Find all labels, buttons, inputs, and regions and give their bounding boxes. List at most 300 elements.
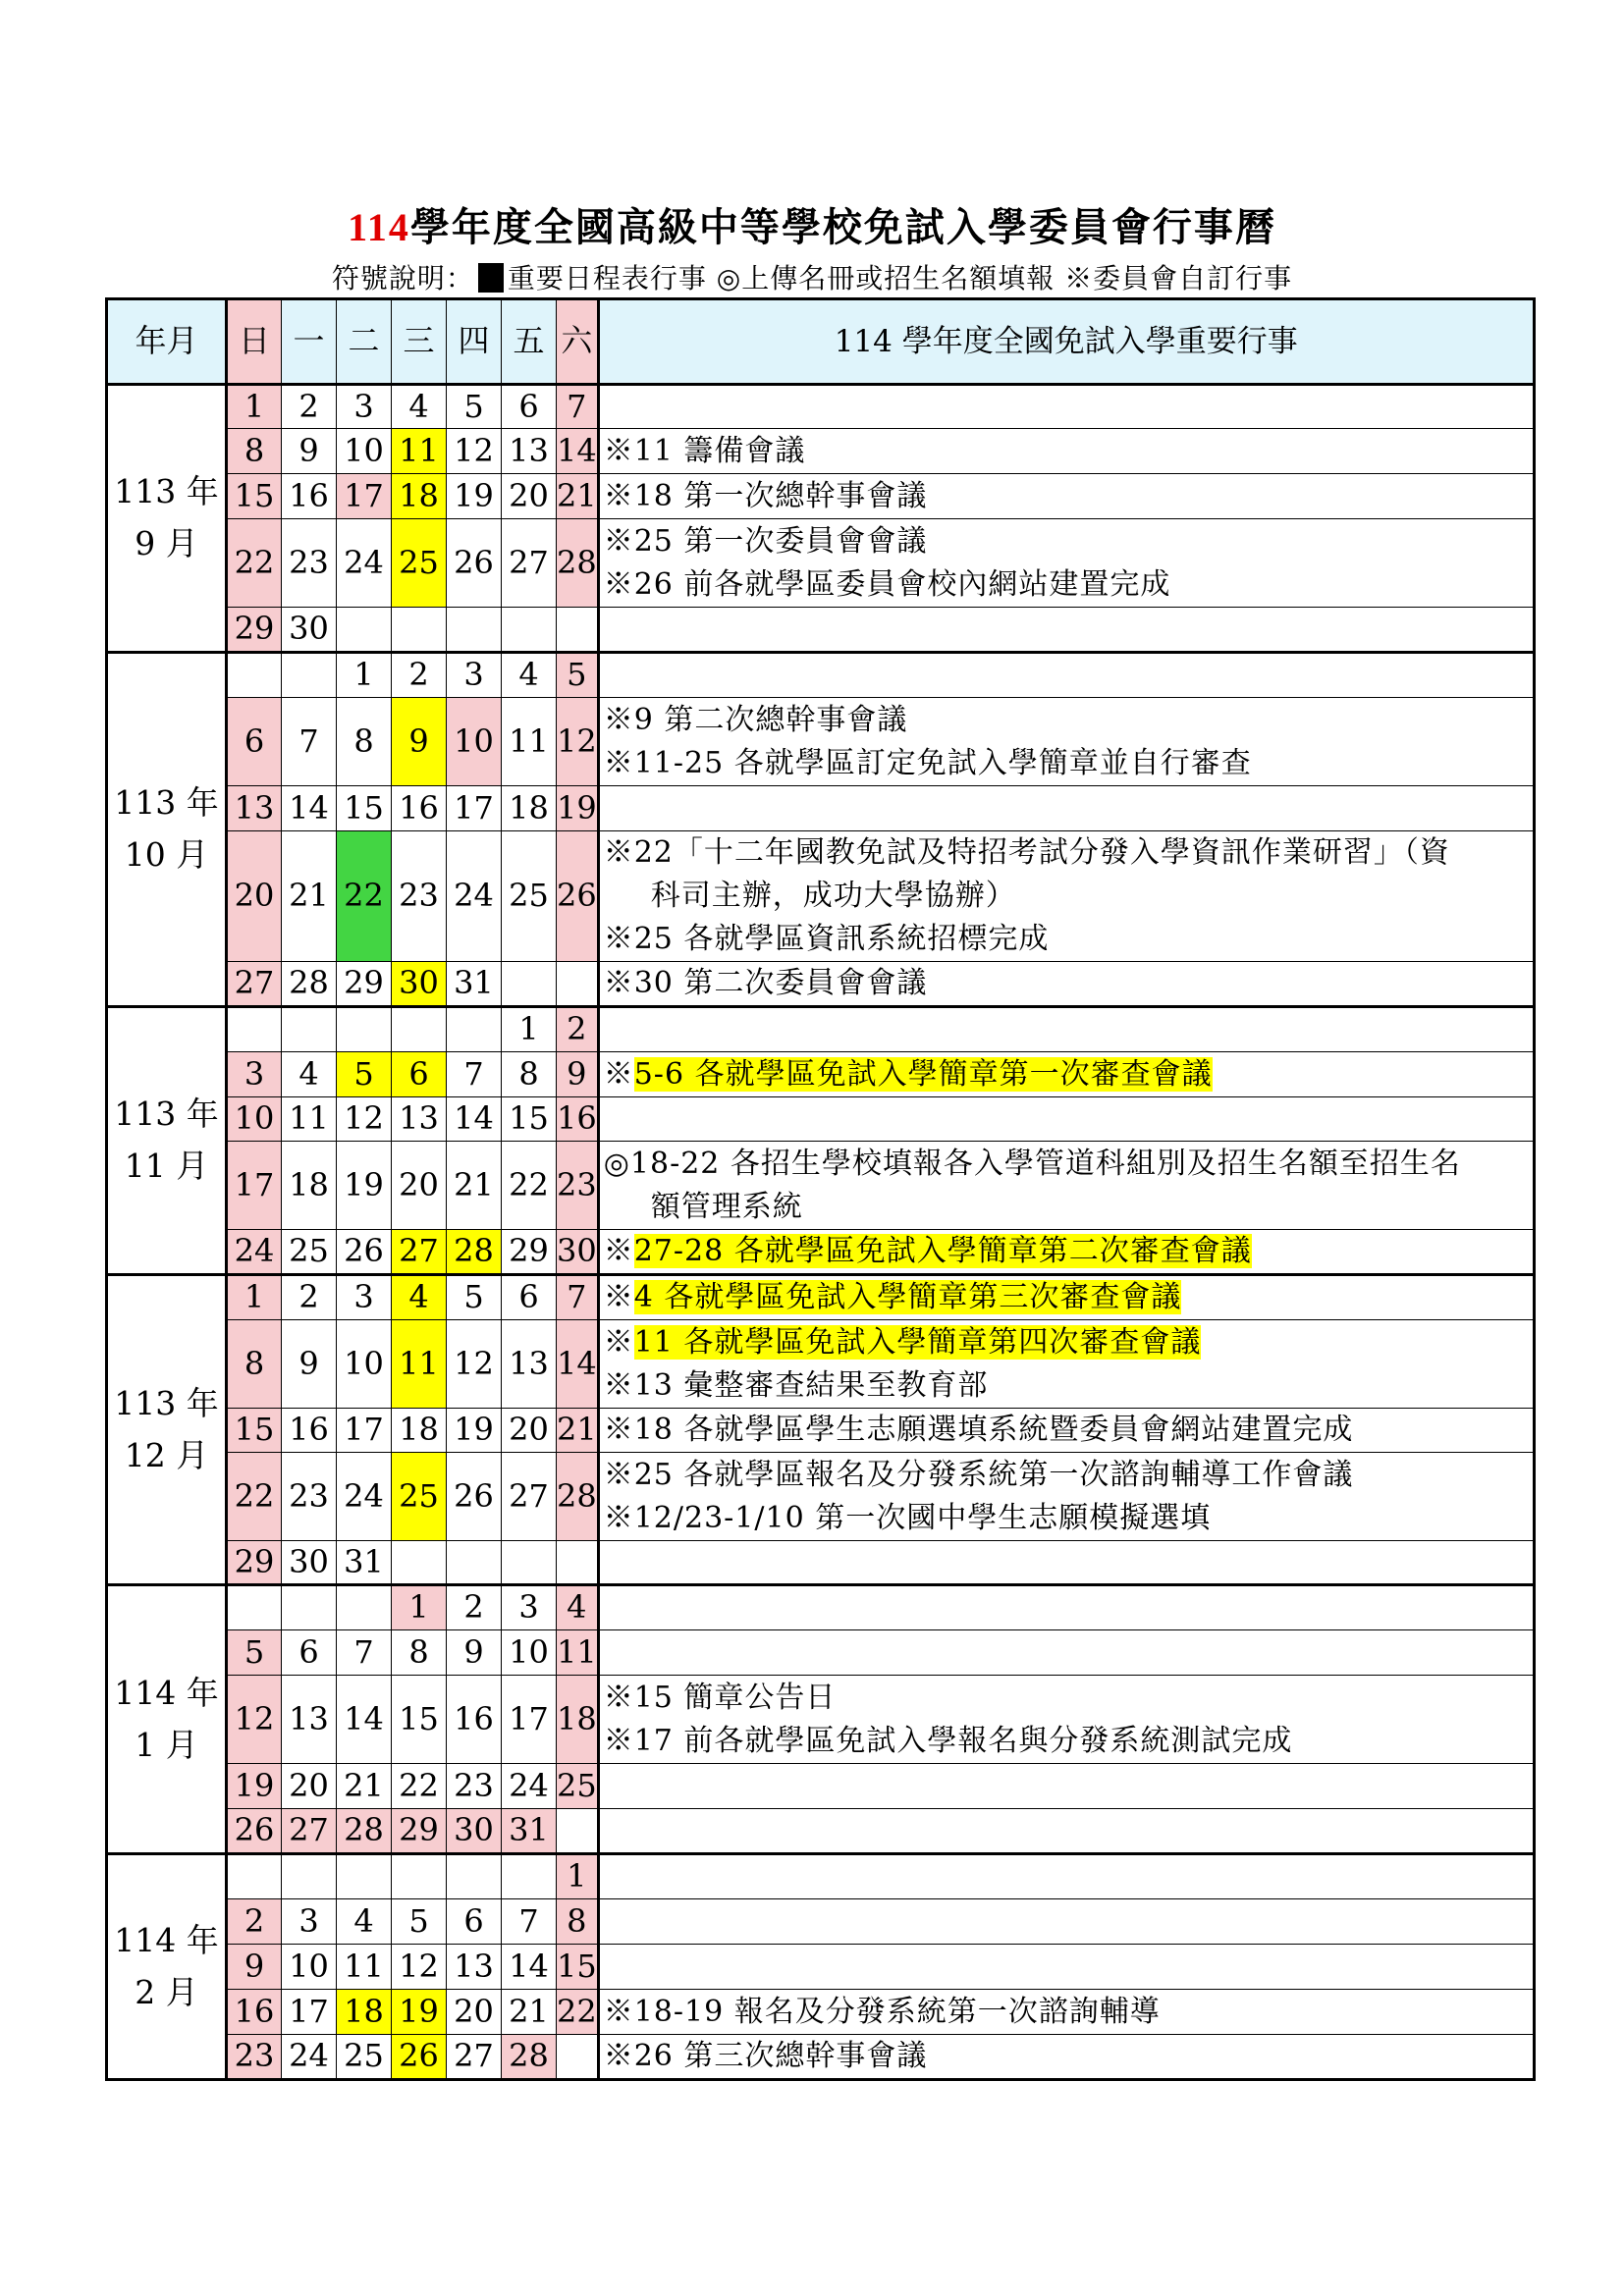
day-cell: 24 [227, 1230, 282, 1275]
week-row [107, 1052, 1535, 1097]
day-cell: 7 [447, 1052, 502, 1097]
event-text: ※30 第二次委員會會議 [603, 966, 928, 1000]
day-cell: 1 [502, 1007, 557, 1052]
month-label-month: 12 月 [124, 1435, 209, 1474]
events-cell [598, 429, 1534, 474]
week-row [107, 1409, 1535, 1453]
day-cell: 12 [557, 698, 599, 786]
header-day-mon: 一 [282, 299, 337, 385]
calendar-table [105, 297, 1536, 2081]
day-cell: 5 [337, 1052, 392, 1097]
events-cell [598, 1453, 1534, 1541]
day-cell: 16 [282, 474, 337, 519]
day-cell: 24 [337, 1453, 392, 1541]
empty-day-cell [392, 1007, 447, 1052]
day-cell: 17 [282, 1990, 337, 2035]
empty-day-cell [337, 1007, 392, 1052]
day-cell: 1 [392, 1585, 447, 1630]
week-row [107, 608, 1535, 653]
day-cell: 24 [502, 1764, 557, 1809]
day-cell: 2 [392, 653, 447, 698]
month-label-month: 9 月 [135, 524, 198, 562]
day-cell: 3 [282, 1899, 337, 1945]
day-cell: 2 [227, 1899, 282, 1945]
events-cell [598, 1275, 1534, 1320]
day-cell: 17 [447, 786, 502, 831]
day-cell: 21 [557, 1409, 599, 1453]
month-label-year: 113 年 [114, 1095, 219, 1134]
day-cell: 14 [282, 786, 337, 831]
day-cell: 9 [282, 429, 337, 474]
day-cell: 31 [502, 1809, 557, 1854]
day-cell: 14 [337, 1676, 392, 1764]
day-cell: 30 [282, 1541, 337, 1585]
title-year: 114 [348, 205, 410, 249]
events-cell [598, 1409, 1534, 1453]
event-line [604, 1364, 1531, 1408]
week-row [107, 519, 1535, 608]
day-cell: 8 [392, 1630, 447, 1676]
day-cell: 8 [227, 1320, 282, 1409]
event-line [604, 1186, 1531, 1229]
empty-day-cell [392, 1854, 447, 1899]
day-cell: 22 [337, 831, 392, 962]
day-cell: 21 [557, 474, 599, 519]
event-line [604, 1143, 1531, 1186]
day-cell: 12 [337, 1097, 392, 1142]
day-cell: 5 [392, 1899, 447, 1945]
events-cell [598, 1990, 1534, 2035]
week-row [107, 1676, 1535, 1764]
day-cell: 15 [557, 1945, 599, 1990]
event-line [604, 520, 1531, 563]
day-cell: 11 [282, 1097, 337, 1142]
week-row [107, 2035, 1535, 2080]
day-cell: 27 [392, 1230, 447, 1275]
empty-day-cell [337, 1585, 392, 1630]
day-cell: 15 [392, 1676, 447, 1764]
header-day-wed: 三 [392, 299, 447, 385]
day-cell: 12 [447, 429, 502, 474]
empty-day-cell [337, 1854, 392, 1899]
events-cell [598, 1320, 1534, 1409]
week-row [107, 786, 1535, 831]
week-row [107, 1630, 1535, 1676]
symbol-legend [0, 257, 1624, 296]
day-cell: 9 [227, 1945, 282, 1990]
day-cell: 15 [227, 474, 282, 519]
day-cell: 26 [392, 2035, 447, 2080]
event-text: ※18 第一次總幹事會議 [603, 478, 928, 513]
day-cell: 7 [502, 1899, 557, 1945]
day-cell: 15 [502, 1097, 557, 1142]
events-cell [598, 1630, 1534, 1676]
day-cell: 9 [282, 1320, 337, 1409]
week-row [107, 698, 1535, 786]
day-cell: 16 [557, 1097, 599, 1142]
day-cell: 27 [282, 1809, 337, 1854]
event-text: 科司主辦，成功大學協辦） [650, 879, 1016, 913]
day-cell: 15 [227, 1409, 282, 1453]
empty-day-cell [337, 608, 392, 653]
day-cell: 18 [502, 786, 557, 831]
event-highlight-text: 5-6 各就學區免試入學簡章第一次審查會議 [633, 1056, 1213, 1092]
day-cell: 19 [557, 786, 599, 831]
day-cell: 7 [337, 1630, 392, 1676]
week-row [107, 1945, 1535, 1990]
day-cell: 18 [337, 1990, 392, 2035]
day-cell: 3 [227, 1052, 282, 1097]
day-cell: 5 [447, 385, 502, 429]
empty-day-cell [282, 653, 337, 698]
day-cell: 8 [557, 1899, 599, 1945]
event-text: ※ [603, 1234, 634, 1268]
week-row [107, 429, 1535, 474]
day-cell: 1 [337, 653, 392, 698]
day-cell: 1 [227, 1275, 282, 1320]
empty-day-cell [557, 1541, 599, 1585]
day-cell: 29 [227, 608, 282, 653]
day-cell: 28 [282, 962, 337, 1007]
event-text: ※11-25 各就學區訂定免試入學簡章並自行審查 [603, 745, 1252, 780]
day-cell: 28 [557, 1453, 599, 1541]
day-cell: 6 [502, 1275, 557, 1320]
week-row [107, 962, 1535, 1007]
events-cell [598, 1945, 1534, 1990]
week-row [107, 1275, 1535, 1320]
day-cell: 22 [392, 1764, 447, 1809]
events-cell [598, 1676, 1534, 1764]
black-square-icon [478, 263, 504, 293]
events-cell [598, 474, 1534, 519]
day-cell: 20 [392, 1142, 447, 1230]
week-row [107, 1990, 1535, 2035]
month-label [107, 1854, 227, 2080]
header-month: 年月 [107, 299, 227, 385]
day-cell: 8 [227, 429, 282, 474]
day-cell: 28 [557, 519, 599, 608]
event-text: ※17 前各就學區免試入學報名與分發系統測試完成 [603, 1723, 1293, 1758]
day-cell: 25 [282, 1230, 337, 1275]
day-cell: 13 [502, 429, 557, 474]
week-row [107, 1854, 1535, 1899]
day-cell: 9 [447, 1630, 502, 1676]
day-cell: 22 [557, 1990, 599, 2035]
day-cell: 23 [392, 831, 447, 962]
day-cell: 26 [447, 519, 502, 608]
event-line [604, 1454, 1531, 1497]
month-label [107, 385, 227, 653]
empty-day-cell [447, 1007, 502, 1052]
header-day-sat: 六 [557, 299, 599, 385]
day-cell: 11 [502, 698, 557, 786]
title-text: 學年度全國高級中等學校免試入學委員會行事曆 [409, 205, 1276, 250]
empty-day-cell [282, 1585, 337, 1630]
day-cell: 26 [337, 1230, 392, 1275]
empty-day-cell [557, 2035, 599, 2080]
day-cell: 30 [557, 1230, 599, 1275]
event-text: ※26 前各就學區委員會校內網站建置完成 [603, 566, 1171, 602]
week-row [107, 1899, 1535, 1945]
legend-self: ※委員會自訂行事 [1064, 262, 1293, 294]
day-cell: 7 [557, 1275, 599, 1320]
event-line [604, 2035, 1531, 2078]
day-cell: 27 [502, 519, 557, 608]
week-row [107, 1230, 1535, 1275]
events-cell [598, 1809, 1534, 1854]
events-cell [598, 1097, 1534, 1142]
event-text: ※22「十二年國教免試及特招考試分發入學資訊作業研習」（資 [603, 835, 1450, 870]
day-cell: 1 [557, 1854, 599, 1899]
day-cell: 24 [447, 831, 502, 962]
event-text: ※11 籌備會議 [603, 433, 806, 468]
header-day-sun: 日 [227, 299, 282, 385]
day-cell: 18 [392, 474, 447, 519]
week-row [107, 474, 1535, 519]
day-cell: 20 [227, 831, 282, 962]
day-cell: 17 [227, 1142, 282, 1230]
header-events: 114 學年度全國免試入學重要行事 [598, 299, 1534, 385]
day-cell: 23 [447, 1764, 502, 1809]
event-line [604, 1230, 1531, 1273]
month-label-month: 11 月 [124, 1147, 209, 1185]
day-cell: 24 [282, 2035, 337, 2080]
empty-day-cell [227, 1007, 282, 1052]
day-cell: 6 [282, 1630, 337, 1676]
day-cell: 14 [447, 1097, 502, 1142]
empty-day-cell [502, 962, 557, 1007]
day-cell: 16 [392, 786, 447, 831]
legend-upload: ◎上傳名冊或招生名額填報 [716, 262, 1056, 294]
header-day-thu: 四 [447, 299, 502, 385]
day-cell: 7 [282, 698, 337, 786]
day-cell: 17 [337, 474, 392, 519]
day-cell: 28 [337, 1809, 392, 1854]
events-cell [598, 962, 1534, 1007]
month-label-year: 114 年 [114, 1920, 219, 1959]
events-cell [598, 608, 1534, 653]
event-line [604, 742, 1531, 785]
event-text: ◎18-22 各招生學校填報各入學管道科組別及招生名額至招生名 [603, 1146, 1461, 1181]
day-cell: 11 [392, 1320, 447, 1409]
empty-day-cell [282, 1007, 337, 1052]
month-label-month: 1 月 [135, 1725, 198, 1764]
events-cell [598, 1764, 1534, 1809]
week-row [107, 1585, 1535, 1630]
day-cell: 20 [447, 1990, 502, 2035]
day-cell: 25 [392, 519, 447, 608]
day-cell: 29 [392, 1809, 447, 1854]
header-row [107, 299, 1535, 385]
day-cell: 8 [502, 1052, 557, 1097]
day-cell: 2 [447, 1585, 502, 1630]
day-cell: 25 [502, 831, 557, 962]
event-line [604, 831, 1531, 875]
events-cell [598, 786, 1534, 831]
events-cell [598, 519, 1534, 608]
empty-day-cell [447, 1541, 502, 1585]
day-cell: 27 [502, 1453, 557, 1541]
day-cell: 11 [557, 1630, 599, 1676]
event-line [604, 1321, 1531, 1364]
events-cell [598, 1585, 1534, 1630]
day-cell: 2 [282, 1275, 337, 1320]
events-cell [598, 1007, 1534, 1052]
month-label-year: 114 年 [114, 1673, 219, 1712]
event-line [604, 1677, 1531, 1720]
day-cell: 13 [502, 1320, 557, 1409]
day-cell: 22 [227, 1453, 282, 1541]
event-text: ※13 彙整審查結果至教育部 [603, 1367, 989, 1403]
day-cell: 9 [392, 698, 447, 786]
events-cell [598, 2035, 1534, 2080]
day-cell: 31 [447, 962, 502, 1007]
day-cell: 18 [392, 1409, 447, 1453]
day-cell: 4 [282, 1052, 337, 1097]
day-cell: 4 [502, 653, 557, 698]
day-cell: 12 [227, 1676, 282, 1764]
week-row [107, 1453, 1535, 1541]
event-text: ※25 各就學區資訊系統招標完成 [603, 922, 1050, 956]
day-cell: 13 [447, 1945, 502, 1990]
day-cell: 12 [447, 1320, 502, 1409]
empty-day-cell [392, 1541, 447, 1585]
empty-day-cell [282, 1854, 337, 1899]
day-cell: 3 [337, 385, 392, 429]
week-row [107, 1097, 1535, 1142]
week-row [107, 1541, 1535, 1585]
day-cell: 11 [392, 429, 447, 474]
day-cell: 5 [557, 653, 599, 698]
events-cell [598, 1142, 1534, 1230]
week-row [107, 653, 1535, 698]
event-text: ※ [603, 1280, 634, 1314]
page-title [0, 196, 1624, 252]
day-cell: 7 [557, 385, 599, 429]
events-cell [598, 1854, 1534, 1899]
day-cell: 3 [502, 1585, 557, 1630]
day-cell: 17 [337, 1409, 392, 1453]
day-cell: 20 [282, 1764, 337, 1809]
event-text: ※26 第三次總幹事會議 [603, 2039, 928, 2073]
event-line [604, 875, 1531, 918]
day-cell: 19 [392, 1990, 447, 2035]
day-cell: 3 [447, 653, 502, 698]
day-cell: 10 [337, 429, 392, 474]
day-cell: 4 [392, 385, 447, 429]
event-line [604, 699, 1531, 742]
month-label-year: 113 年 [114, 472, 219, 511]
empty-day-cell [557, 962, 599, 1007]
event-highlight-text: 27-28 各就學區免試入學簡章第二次審查會議 [633, 1234, 1252, 1268]
event-line [604, 918, 1531, 961]
empty-day-cell [557, 1809, 599, 1854]
legend-prefix: 符號說明： [331, 262, 474, 294]
day-cell: 21 [282, 831, 337, 962]
header-day-fri: 五 [502, 299, 557, 385]
empty-day-cell [227, 1585, 282, 1630]
day-cell: 13 [392, 1097, 447, 1142]
empty-day-cell [227, 1854, 282, 1899]
day-cell: 16 [227, 1990, 282, 2035]
day-cell: 23 [227, 2035, 282, 2080]
event-text: ※12/23-1/10 第一次國中學生志願模擬選填 [603, 1500, 1212, 1535]
month-label [107, 1585, 227, 1854]
day-cell: 9 [557, 1052, 599, 1097]
events-cell [598, 1052, 1534, 1097]
event-line [604, 563, 1531, 607]
day-cell: 19 [227, 1764, 282, 1809]
day-cell: 10 [447, 698, 502, 786]
day-cell: 29 [227, 1541, 282, 1585]
day-cell: 17 [502, 1676, 557, 1764]
day-cell: 19 [447, 1409, 502, 1453]
event-highlight-text: 11 各就學區免試入學簡章第四次審查會議 [633, 1324, 1202, 1360]
day-cell: 21 [337, 1764, 392, 1809]
day-cell: 2 [282, 385, 337, 429]
day-cell: 25 [557, 1764, 599, 1809]
day-cell: 26 [447, 1453, 502, 1541]
day-cell: 28 [502, 2035, 557, 2080]
event-highlight-text: 4 各就學區免試入學簡章第三次審查會議 [633, 1280, 1182, 1314]
event-line [604, 1053, 1531, 1096]
day-cell: 29 [337, 962, 392, 1007]
day-cell: 25 [392, 1453, 447, 1541]
week-row [107, 831, 1535, 962]
event-line [604, 962, 1531, 1005]
day-cell: 30 [392, 962, 447, 1007]
day-cell: 14 [502, 1945, 557, 1990]
day-cell: 18 [282, 1142, 337, 1230]
day-cell: 14 [557, 1320, 599, 1409]
header-day-tue: 二 [337, 299, 392, 385]
day-cell: 11 [337, 1945, 392, 1990]
day-cell: 10 [502, 1630, 557, 1676]
day-cell: 16 [447, 1676, 502, 1764]
day-cell: 21 [502, 1990, 557, 2035]
event-line [604, 1991, 1531, 2034]
day-cell: 8 [337, 698, 392, 786]
month-label-month: 2 月 [135, 1972, 198, 2011]
month-label-year: 113 年 [114, 783, 219, 823]
day-cell: 29 [502, 1230, 557, 1275]
day-cell: 12 [392, 1945, 447, 1990]
empty-day-cell [502, 1854, 557, 1899]
day-cell: 25 [337, 2035, 392, 2080]
day-cell: 23 [282, 519, 337, 608]
day-cell: 19 [337, 1142, 392, 1230]
day-cell: 27 [227, 962, 282, 1007]
events-cell [598, 698, 1534, 786]
day-cell: 23 [282, 1453, 337, 1541]
event-line [604, 1497, 1531, 1540]
day-cell: 5 [447, 1275, 502, 1320]
day-cell: 30 [447, 1809, 502, 1854]
week-row [107, 385, 1535, 429]
day-cell: 16 [282, 1409, 337, 1453]
day-cell: 22 [502, 1142, 557, 1230]
day-cell: 10 [282, 1945, 337, 1990]
day-cell: 23 [557, 1142, 599, 1230]
day-cell: 13 [282, 1676, 337, 1764]
week-row [107, 1320, 1535, 1409]
event-text: ※15 簡章公告日 [603, 1680, 837, 1715]
empty-day-cell [557, 608, 599, 653]
day-cell: 27 [447, 2035, 502, 2080]
empty-day-cell [447, 1854, 502, 1899]
day-cell: 13 [227, 786, 282, 831]
month-label [107, 1007, 227, 1275]
